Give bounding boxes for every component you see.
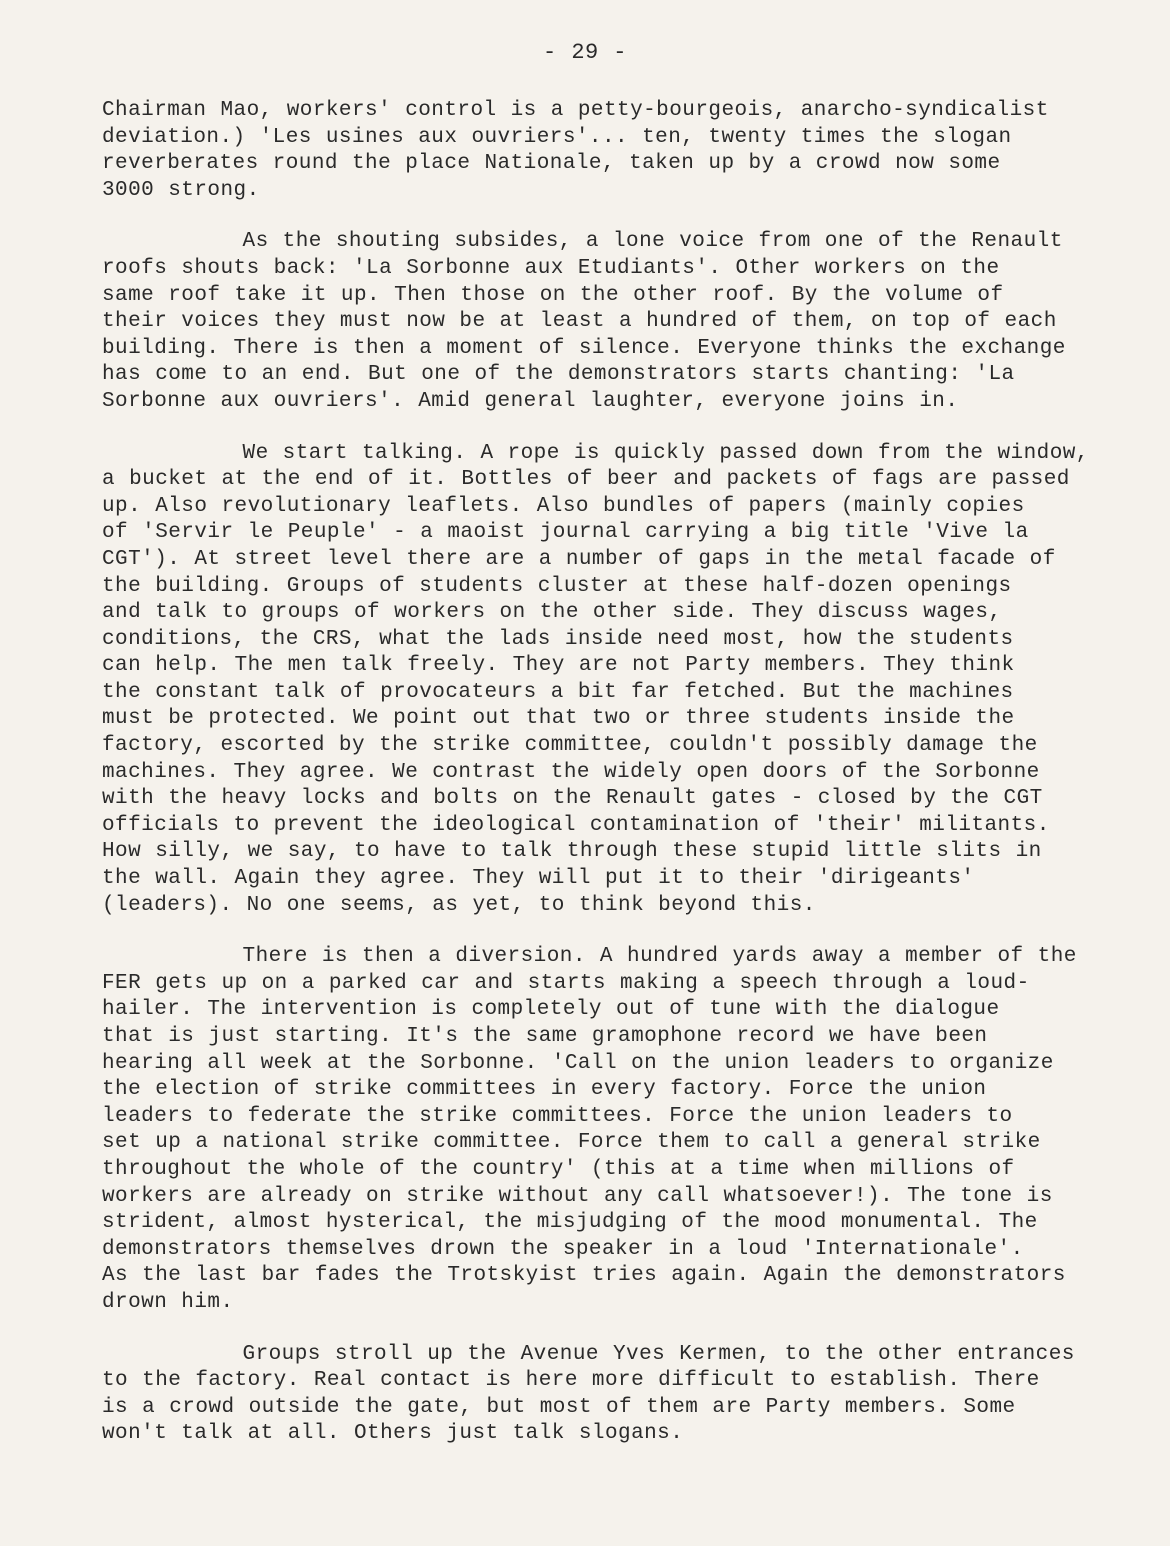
body-text	[102, 98, 1142, 1448]
paragraph-3	[102, 441, 1142, 920]
text-line: (leaders). No one seems, as yet, to think beyond this.	[102, 893, 816, 917]
text-line: the building. Groups of students cluster at these half-dozen openings	[102, 574, 1012, 598]
text-line: As the last bar fades the Trotskyist tries again. Again the demonstrators	[102, 1264, 1066, 1288]
text-line: the constant talk of provocateurs a bit far fetched. But the machines	[102, 680, 1014, 704]
text-line: is a crowd outside the gate, but most of them are Party members. Some	[102, 1395, 1016, 1419]
text-line: Chairman Mao, workers' control is a petty-bourgeois, anarcho-syndicalist	[102, 99, 1049, 122]
text-line: factory, escorted by the strike committee, couldn't possibly damage the	[102, 734, 1038, 758]
text-line: and talk to groups of workers on the other side. They discuss wages,	[102, 601, 1002, 625]
text-line: the election of strike committees in every factory. Force the union	[102, 1078, 987, 1102]
text-line: 3000 strong.	[102, 178, 260, 202]
text-line: CGT'). At street level there are a number of gaps in the metal facade of	[102, 547, 1056, 571]
text-line: set up a national strike committee. Force them to call a general strike	[102, 1131, 1041, 1155]
text-line: with the heavy locks and bolts on the Renault gates - closed by the CGT	[102, 787, 1043, 811]
text-line: Sorbonne aux ouvriers'. Amid general laughter, everyone joins in.	[102, 389, 959, 413]
text-line: can help. The men talk freely. They are not Party members. They think	[102, 654, 1015, 678]
text-line: There is then a diversion. A hundred yards away a member of the	[102, 945, 1077, 969]
text-line: As the shouting subsides, a lone voice from one of the Renault	[102, 230, 1063, 254]
text-line: that is just starting. It's the same gramophone record we have been	[102, 1025, 988, 1048]
text-line: Groups stroll up the Avenue Yves Kermen, to the other entrances	[102, 1342, 1075, 1366]
text-line: deviation.) 'Les usines aux ouvriers'... ten, twenty times the slogan	[102, 125, 1012, 149]
paragraph-5	[102, 1342, 1142, 1448]
text-line: won't talk at all. Others just talk slogans.	[102, 1422, 684, 1446]
text-line: a bucket at the end of it. Bottles of beer and packets of fags are passed	[102, 468, 1070, 492]
text-line: demonstrators themselves drown the speaker in a loud 'Internationale'.	[102, 1237, 1024, 1261]
text-line: conditions, the CRS, what the lads inside need most, how the students	[102, 627, 1014, 651]
text-line: FER gets up on a parked car and starts making a speech through a loud-	[102, 971, 1030, 995]
text-line: their voices they must now be at least a hundred of them, on top of each	[102, 310, 1057, 334]
text-line: We start talking. A rope is quickly passed down from the window,	[102, 441, 1089, 465]
text-line: hailer. The intervention is completely out of tune with the dialogue	[102, 998, 1000, 1022]
text-line: to the factory. Real contact is here more difficult to establish. There	[102, 1369, 1040, 1393]
text-line: must be protected. We point out that two or three students inside the	[102, 707, 1015, 731]
paragraph-1	[102, 98, 1142, 204]
text-line: machines. They agree. We contrast the widely open doors of the Sorbonne	[102, 760, 1040, 784]
text-line: building. There is then a moment of silence. Everyone thinks the exchange	[102, 336, 1066, 360]
text-line: workers are already on strike without any call whatsoever!). The tone is	[102, 1184, 1053, 1208]
text-line: has come to an end. But one of the demonstrators starts chanting: 'La	[102, 363, 1015, 387]
paragraph-gap	[102, 1317, 1142, 1342]
text-line: reverberates round the place Nationale, taken up by a crowd now some	[102, 152, 1001, 176]
paragraph-4	[102, 944, 1142, 1316]
paragraph-2	[102, 229, 1142, 415]
paragraph-gap	[102, 204, 1142, 229]
text-line: of 'Servir le Peuple' - a maoist journal carrying a big title 'Vive la	[102, 521, 1029, 545]
text-line: strident, almost hysterical, the misjudging of the mood monumental. The	[102, 1211, 1038, 1235]
text-line: leaders to federate the strike committees. Force the union leaders to	[102, 1104, 1013, 1128]
paragraph-gap	[102, 919, 1142, 944]
text-line: hearing all week at the Sorbonne. 'Call on the union leaders to organize	[102, 1051, 1054, 1075]
text-line: the wall. Again they agree. They will put it to their 'dirigeants'	[102, 867, 975, 891]
paragraph-gap	[102, 416, 1142, 441]
text-line: How silly, we say, to have to talk through these stupid little slits in	[102, 840, 1042, 864]
text-line: same roof take it up. Then those on the other roof. By the volume of	[102, 283, 1004, 307]
text-line: roofs shouts back: 'La Sorbonne aux Etudiants'. Other workers on the	[102, 256, 1000, 280]
text-line: throughout the whole of the country' (this at a time when millions of	[102, 1157, 1015, 1181]
page-number: - 29 -	[543, 40, 627, 65]
text-line: officials to prevent the ideological contamination of 'their' militants.	[102, 813, 1050, 837]
text-line: drown him.	[102, 1290, 234, 1314]
text-line: up. Also revolutionary leaflets. Also bundles of papers (mainly copies	[102, 494, 1025, 518]
